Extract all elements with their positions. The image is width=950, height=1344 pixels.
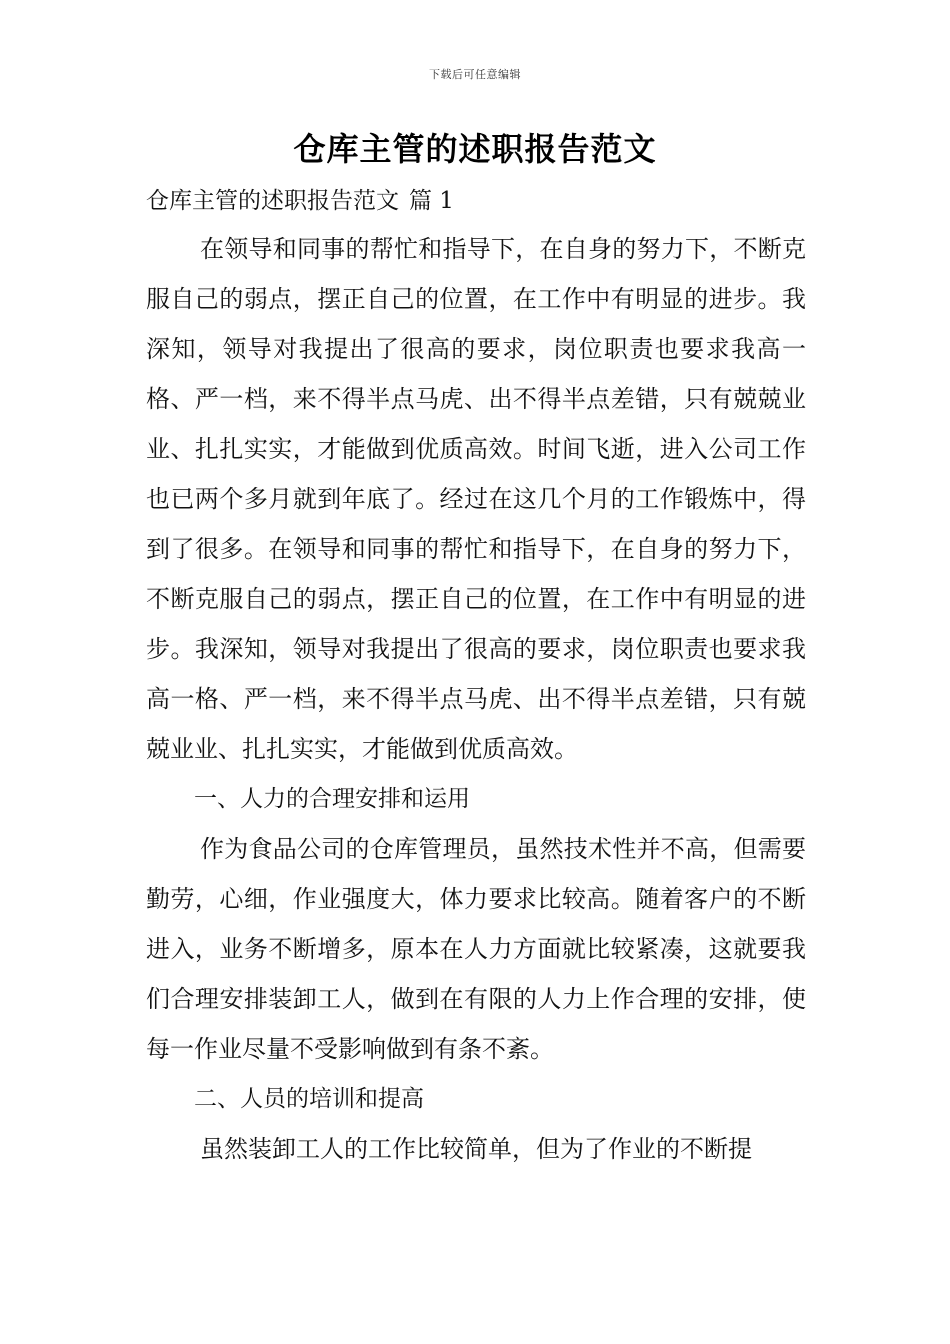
paragraph-1: 在领导和同事的帮忙和指导下，在自身的努力下，不断克服自己的弱点，摆正自己的位置，在工作中有明显的进步。我深知，领导对我提出了很高的要求，岗位职责也要求我高一格、严一档，来不得半点马虎、出不得半点差错，只有兢兢业业、扎扎实实，才能做到优质高效。时间飞逝，进入公司工作也已两个多月就到年底了。经过在这几个月的工作锻炼中，得到了很多。在领导和同事的帮忙和指导下，在自身的努力下，不断克服自己的弱点，摆正自己的位置，在工作中有明显的进步。我深知，领导对我提出了很高的要求，岗位职责也要求我高一格、严一档，来不得半点马虎、出不得半点差错，只有兢兢业业、扎扎实实，才能做到优质高效。 (146, 235, 806, 763)
header-note: 下载后可任意编辑 (429, 68, 521, 81)
subtitle-part-number: 篇 1 (409, 188, 454, 214)
section-heading-2: 二、人员的培训和提高 (194, 1086, 424, 1112)
subtitle-text: 仓库主管的述职报告范文 (146, 188, 399, 214)
paragraph-3: 虽然装卸工人的工作比较简单，但为了作业的不断提 (200, 1135, 752, 1163)
paragraph-2: 作为食品公司的仓库管理员，虽然技术性并不高，但需要勤劳，心细，作业强度大，体力要求比较高。随着客户的不断进入，业务不断增多，原本在人力方面就比较紧凑，这就要我们合理安排装卸工人，做到在有限的人力上作合理的安排，使每一作业尽量不受影响做到有条不紊。 (146, 835, 806, 1063)
document-title: 仓库主管的述职报告范文 (293, 130, 657, 168)
section-subtitle (146, 182, 454, 215)
section-heading-1: 一、人力的合理安排和运用 (194, 786, 470, 812)
document-body (146, 224, 806, 1174)
